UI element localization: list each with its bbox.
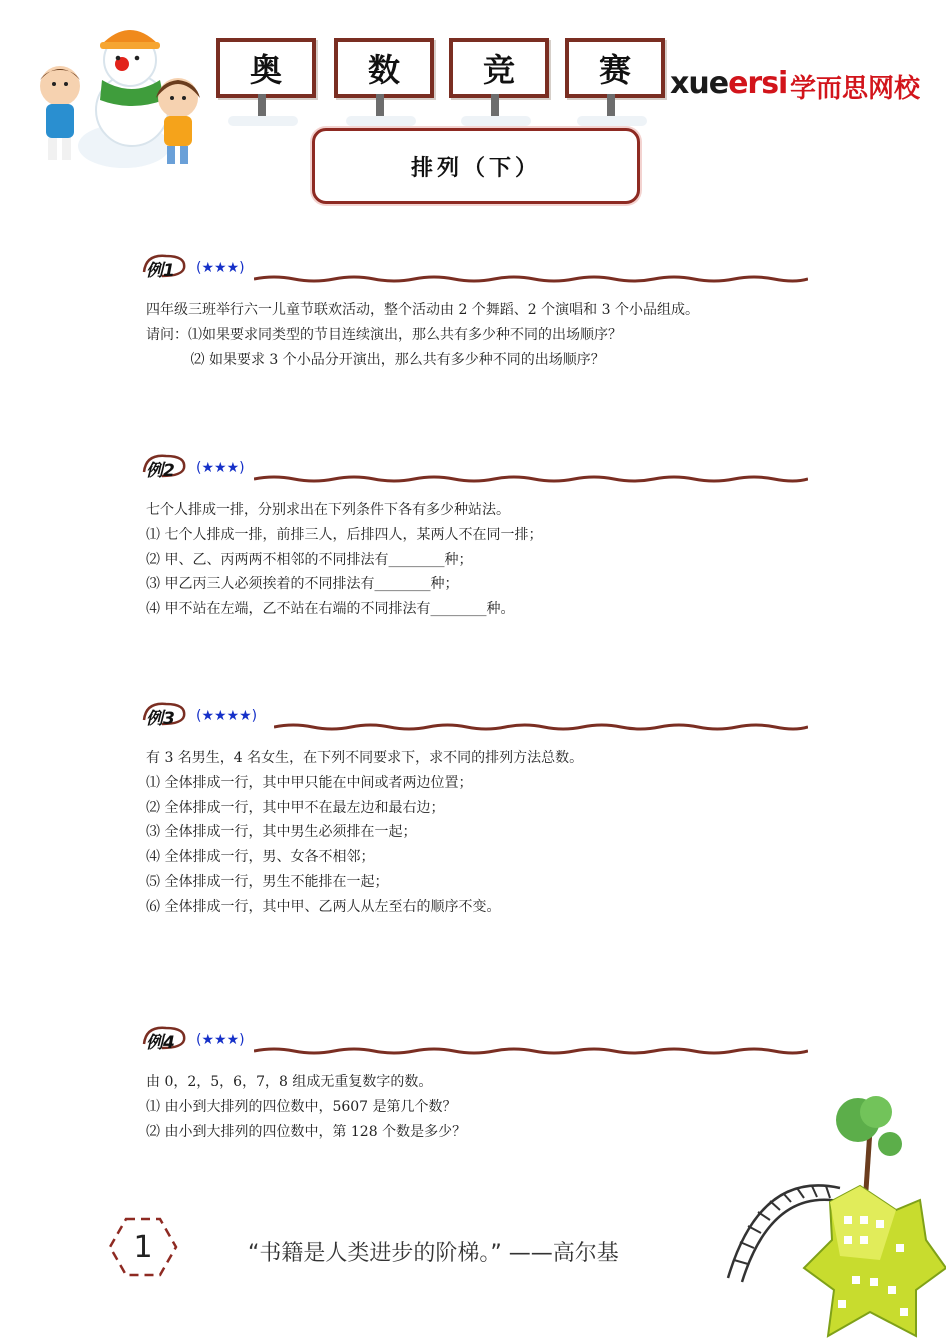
- example-2-line: ⑷ 甲不站在左端，乙不站在右端的不同排法有________种。: [146, 601, 515, 618]
- sign-ao: 奥: [216, 38, 316, 98]
- sign-sai: 赛: [565, 38, 665, 98]
- page-number: [108, 1216, 178, 1278]
- example-1-line: 四年级三班举行六一儿童节联欢活动，整个活动由 2 个舞蹈、2 个演唱和 3 个小品组成。: [146, 302, 699, 318]
- example-1-stars: (★★★): [196, 260, 245, 276]
- example-2-line: ⑴ 七个人排成一排，前排三人，后排四人，某两人不在同一排；: [146, 526, 543, 543]
- snow-mound: [461, 116, 531, 126]
- example-3-header: [142, 704, 808, 738]
- snow-mound: [346, 116, 416, 126]
- section-divider: [254, 1046, 808, 1056]
- page-number-text: 1: [133, 1229, 153, 1265]
- section-divider: [274, 722, 808, 732]
- example-4-line: 由 0，2，5，6，7，8 组成无重复数字的数。: [146, 1074, 433, 1090]
- example-1-badge: 例1: [146, 261, 175, 281]
- sign-shu: 数: [334, 38, 434, 98]
- page-title: 排列（下）: [312, 128, 640, 204]
- example-3-line: 有 3 名男生，4 名女生，在下列不同要求下，求不同的排列方法总数。: [146, 750, 584, 766]
- example-4-line: ⑵ 由小到大排列的四位数中，第 128 个数是多少？: [146, 1123, 467, 1140]
- example-2-badge: 例2: [146, 461, 175, 481]
- example-3-line: ⑷ 全体排成一行，男、女各不相邻；: [146, 849, 375, 866]
- example-3-badge: 例3: [146, 709, 175, 729]
- snow-mound: [228, 116, 298, 126]
- example-3-line: ⑶ 全体排成一行，其中男生必须排在一起；: [146, 824, 417, 841]
- example-3-line: ⑴ 全体排成一行，其中甲只能在中间或者两边位置；: [146, 774, 473, 791]
- example-4-header: [142, 1028, 808, 1062]
- logo-xueersi: [670, 66, 787, 101]
- example-1-header: [142, 256, 808, 290]
- example-2-stars: (★★★): [196, 460, 245, 476]
- snowman-kids-illustration: [14, 14, 214, 174]
- example-3-line: ⑸ 全体排成一行，男生不能排在一起；: [146, 873, 389, 890]
- sign-jing: 竞: [449, 38, 549, 98]
- example-4-stars: (★★★): [196, 1032, 245, 1048]
- logo-en-prefix: xue: [670, 66, 729, 101]
- example-2-header: [142, 456, 808, 490]
- example-1-line: ⑵ 如果要求 3 个小品分开演出，那么共有多少种不同的出场顺序？: [146, 351, 605, 368]
- example-2-line: ⑵ 甲、乙、丙两两不相邻的不同排法有________种；: [146, 551, 473, 568]
- section-divider: [254, 274, 808, 284]
- example-3-line: ⑹ 全体排成一行，其中甲、乙两人从左至右的顺序不变。: [146, 898, 501, 915]
- logo-cn: 学而思网校: [790, 74, 921, 104]
- example-2-body: [146, 498, 826, 622]
- example-3-line: ⑵ 全体排成一行，其中甲不在最左边和最右边；: [146, 799, 445, 816]
- example-2-line: ⑶ 甲乙丙三人必须挨着的不同排法有________种；: [146, 576, 459, 593]
- section-divider: [254, 474, 808, 484]
- example-4-line: ⑴ 由小到大排列的四位数中，5607 是第几个数？: [146, 1098, 457, 1115]
- example-2-line: 七个人排成一排，分别求出在下列条件下各有多少种站法。: [146, 502, 510, 518]
- example-1-body: [146, 298, 826, 372]
- snow-mound: [577, 116, 647, 126]
- example-1-line: 请问：⑴如果要求同类型的节目连续演出，那么共有多少种不同的出场顺序？: [146, 326, 622, 343]
- logo-en-accent: ersi: [728, 66, 788, 101]
- example-3-body: [146, 746, 826, 920]
- tree-tower-illustration: [720, 1090, 946, 1340]
- example-4-badge: 例4: [146, 1033, 175, 1053]
- example-3-stars: (★★★★): [196, 708, 258, 724]
- footer-quote: “书籍是人类进步的阶梯。” ——高尔基: [248, 1241, 619, 1266]
